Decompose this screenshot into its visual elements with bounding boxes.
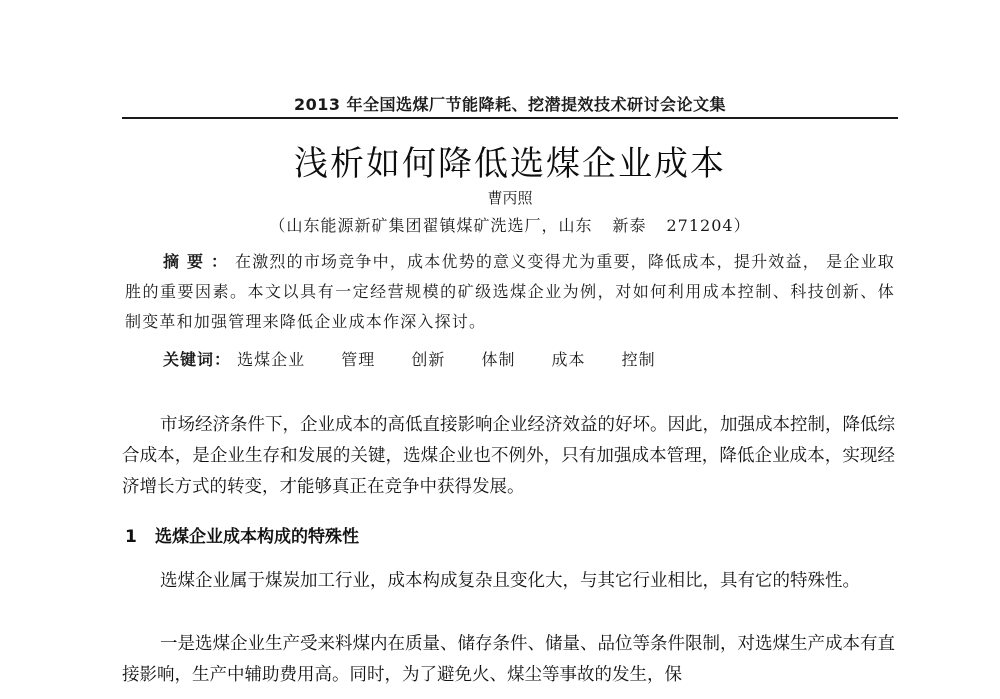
keyword-item: 体制	[481, 350, 516, 369]
section-number: 1	[125, 527, 137, 547]
body-paragraph: 一是选煤企业生产受来料煤内在质量、储存条件、储量、品位等条件限制，对选煤生产成本有直接影响，生产中辅助费用高。同时，为了避免火、煤尘等事故的发生，保	[122, 634, 895, 685]
author-affiliation	[122, 213, 898, 236]
affiliation-province: 山东	[558, 216, 593, 235]
abstract	[125, 247, 895, 337]
affiliation-close: ）	[733, 216, 751, 235]
author-name: 曹丙照	[487, 189, 533, 207]
affiliation-org: 山东能源新矿集团翟镇煤矿洗选厂，	[286, 216, 559, 235]
keyword-item: 选煤企业	[237, 350, 306, 369]
keywords-label: 关键词：	[163, 350, 232, 369]
header-rule	[122, 117, 898, 119]
body-paragraph: 选煤企业属于煤炭加工行业，成本构成复杂且变化大，与其它行业相比，具有它的特殊性。	[160, 571, 860, 591]
abstract-label: 摘要：	[163, 252, 236, 271]
keywords	[163, 347, 893, 370]
section-heading	[125, 522, 359, 547]
paper-title: 浅析如何降低选煤企业成本	[294, 144, 726, 184]
section-title: 选煤企业成本构成的特殊性	[155, 527, 359, 547]
affiliation-city: 新泰	[612, 216, 647, 235]
affiliation-open: （	[269, 216, 287, 235]
running-header: 2013 年全国选煤厂节能降耗、挖潜提效技术研讨会论文集	[293, 95, 727, 114]
abstract-text: 在激烈的市场竞争中，成本优势的意义变得尤为重要，降低成本，提升效益， 是企业取胜的重要因素。本文以具有一定经营规模的矿级选煤企业为例，对如何利用成本控制、科技创新、体制变革和加强管理来降低企业成本作深入探讨。	[125, 252, 895, 331]
keyword-item: 成本	[551, 350, 586, 369]
body-paragraph-intro: 市场经济条件下，企业成本的高低直接影响企业经济效益的好坏。因此，加强成本控制，降低综合成本，是企业生存和发展的关键，选煤企业也不例外，只有加强成本管理，降低企业成本，实现经济增长方式的转变，才能够真正在竞争中获得发展。	[122, 415, 895, 497]
keyword-item: 控制	[621, 350, 656, 369]
affiliation-postcode: 271204	[666, 216, 734, 235]
keyword-item: 管理	[341, 350, 376, 369]
keyword-item: 创新	[411, 350, 446, 369]
